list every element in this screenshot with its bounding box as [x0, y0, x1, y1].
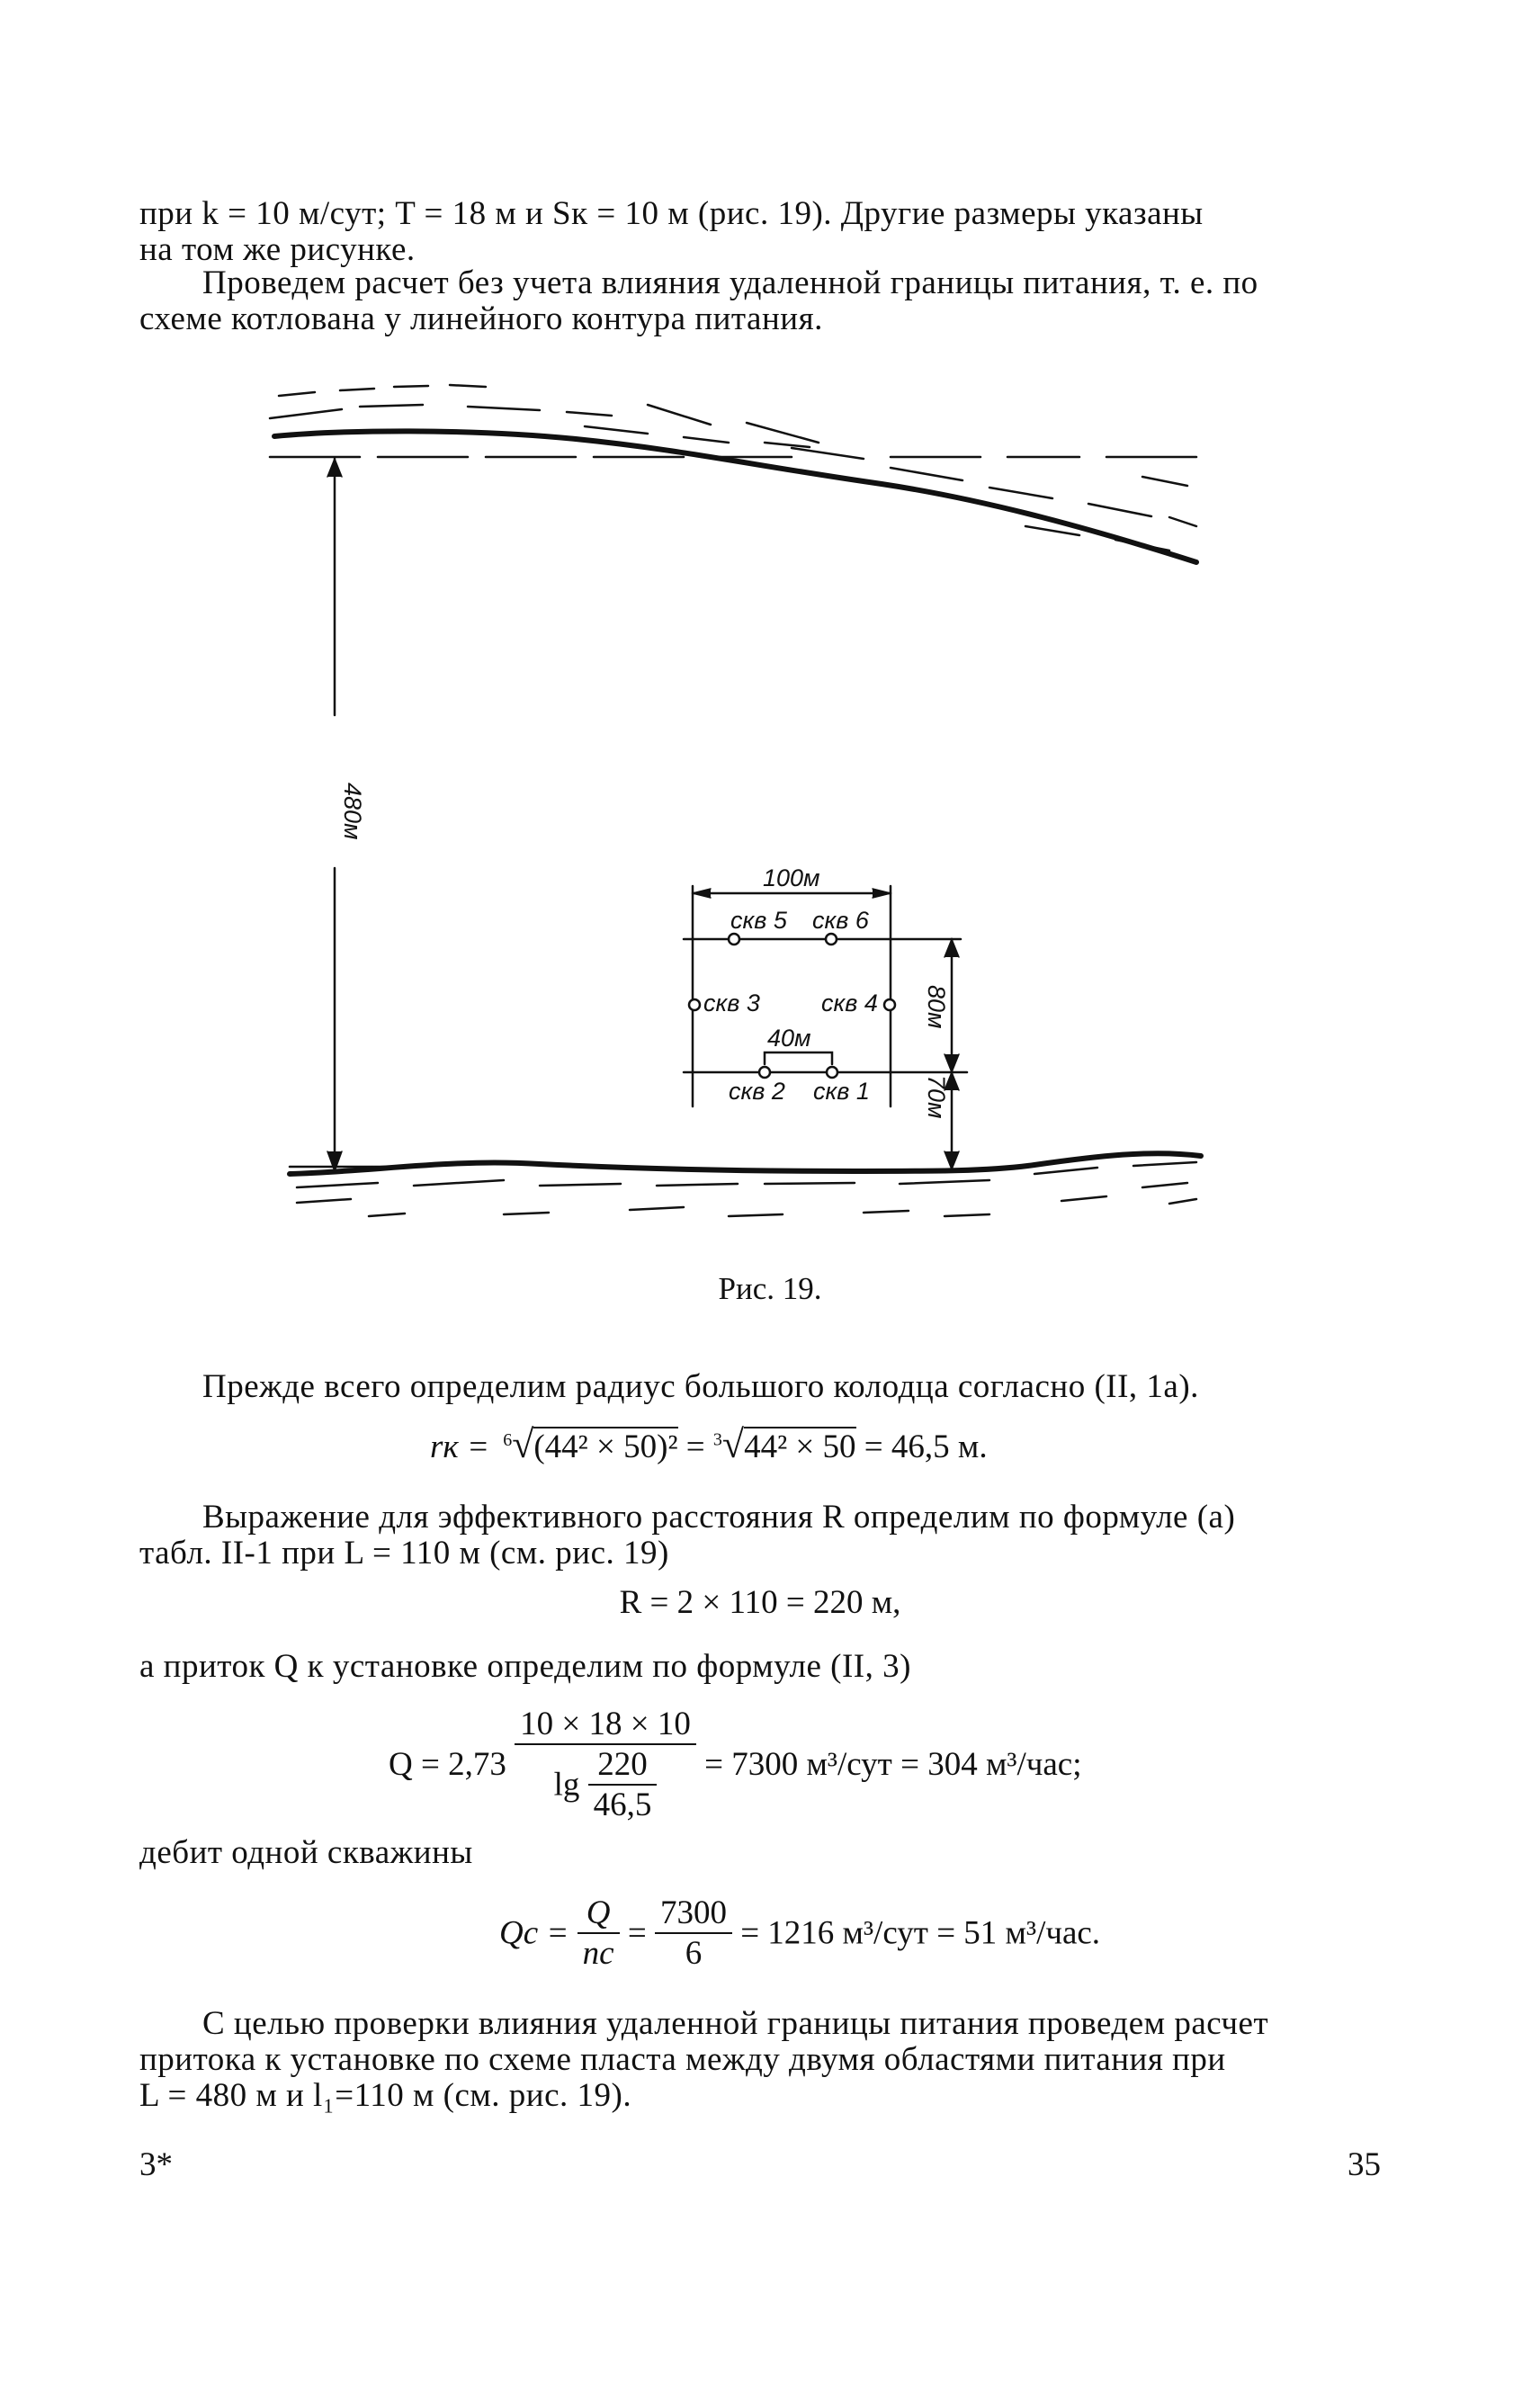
lg-label: lg — [553, 1766, 580, 1804]
well-2-label: скв 2 — [729, 1078, 785, 1105]
fraction-denominator: 6 — [685, 1935, 703, 1972]
text-line: С целью проверки влияния удаленной границы питания проведем расчет — [202, 2005, 1269, 2042]
text-line: притока к установке по схеме пласта между двумя областями питания при — [139, 2041, 1226, 2078]
arrow-down-icon — [945, 1054, 959, 1072]
well-3-marker — [689, 999, 700, 1010]
root-sign-icon: √ — [512, 1422, 534, 1466]
arrow-right-icon — [873, 889, 891, 898]
fraction-numerator: 220 — [588, 1745, 658, 1786]
well-2-marker — [759, 1067, 770, 1078]
arrow-down-icon — [327, 1151, 342, 1171]
paragraph-radius — [139, 1369, 1381, 1405]
signature-mark: 3* — [139, 2146, 173, 2183]
text-line: при k = 10 м/сут; T = 18 м и Sк = 10 м (рис. 19). Другие размеры указаны — [139, 195, 1204, 232]
dimension-100-label: 100м — [763, 864, 820, 891]
page-number: 35 — [1348, 2146, 1381, 2183]
well-5-marker — [729, 934, 739, 945]
figure-caption: Рис. 19. — [718, 1271, 822, 1306]
text-line: дебит одной скважины — [139, 1834, 473, 1871]
well-6-label: скв 6 — [812, 907, 869, 934]
arrow-left-icon — [693, 889, 711, 898]
eq-rhs: = 7300 м³/сут = 304 м³/час; — [704, 1746, 1082, 1783]
eq-lhs: Q = 2,73 — [389, 1746, 506, 1783]
well-6-marker — [826, 934, 837, 945]
dimension-70-label: 70м — [923, 1075, 950, 1119]
equation-Qc — [499, 1894, 1100, 1973]
root-index: 3 — [712, 1429, 722, 1450]
water-dash — [792, 448, 1196, 526]
fraction-denominator: 46,5 — [593, 1787, 652, 1823]
well-3-label: скв 3 — [703, 990, 760, 1016]
fraction-numerator: 10 × 18 × 10 — [515, 1705, 696, 1745]
eq-sign: = — [685, 1428, 705, 1465]
paragraph-verification — [139, 2006, 1381, 2114]
arrow-up-icon — [945, 939, 959, 957]
root-body: 44² × 50 — [744, 1428, 856, 1465]
fraction-denominator: nс — [582, 1935, 614, 1972]
paragraph-effective-distance — [139, 1500, 1381, 1572]
well-4-label: скв 4 — [821, 990, 878, 1016]
arrow-up-icon — [327, 459, 342, 477]
root-sign-icon: √ — [721, 1422, 745, 1466]
well-1-label: скв 1 — [813, 1078, 870, 1105]
eq-lhs: rк = — [430, 1428, 489, 1465]
root-body: (44² × 50)² — [533, 1428, 678, 1465]
dimension-480-label: 480м — [339, 783, 366, 840]
text-line: L = 480 м и l₁=110 м (см. рис. 19). — [139, 2077, 632, 2114]
text-line: а приток Q к установке определим по формуле (II, 3) — [139, 1648, 911, 1685]
upper-boundary-line — [274, 431, 1196, 562]
water-dash — [297, 1183, 1196, 1216]
water-dash — [270, 405, 612, 418]
well-4-marker — [884, 999, 895, 1010]
text-line: табл. II-1 при L = 110 м (см. рис. 19) — [139, 1535, 669, 1572]
eq-lhs: Qс = — [499, 1914, 569, 1952]
text-line: Проведем расчет без учета влияния удаленной границы питания, т. е. по — [202, 264, 1258, 301]
text-line: на том же рисунке. — [139, 231, 416, 268]
fraction — [578, 1894, 620, 1973]
text-line: схеме котлована у линейного контура питания. — [139, 300, 823, 337]
water-dash — [648, 405, 819, 443]
dimension-80-label: 80м — [923, 985, 950, 1029]
fraction-denominator — [515, 1745, 696, 1824]
eq-rhs: = 1216 м³/сут = 51 м³/час. — [740, 1914, 1101, 1952]
dimension-40-label: 40м — [767, 1025, 811, 1052]
fraction — [515, 1705, 696, 1824]
fraction-numerator: 7300 — [655, 1894, 732, 1934]
root-index: 6 — [503, 1429, 513, 1450]
well-5-label: скв 5 — [730, 907, 787, 934]
arrow-down-icon — [945, 1151, 959, 1169]
text-line: Прежде всего определим радиус большого колодца согласно (II, 1а). — [202, 1368, 1199, 1405]
well-1-marker — [827, 1067, 837, 1078]
fraction — [655, 1894, 732, 1973]
eq-sign: = — [627, 1914, 647, 1952]
fraction — [588, 1745, 658, 1824]
paragraph-well-debit — [139, 1835, 1381, 1871]
text-line: Выражение для эффективного расстояния R определим по формуле (а) — [202, 1499, 1236, 1536]
paragraph-inflow — [139, 1649, 1381, 1685]
eq-rhs: = 46,5 м. — [864, 1428, 988, 1465]
dimension-40-bracket — [765, 1052, 832, 1064]
equation-Q — [389, 1705, 1081, 1824]
equation-radius — [430, 1421, 988, 1467]
fraction-numerator: Q — [578, 1894, 620, 1934]
equation-R: R = 2 × 110 = 220 м, — [619, 1584, 901, 1621]
water-dash — [279, 385, 486, 396]
